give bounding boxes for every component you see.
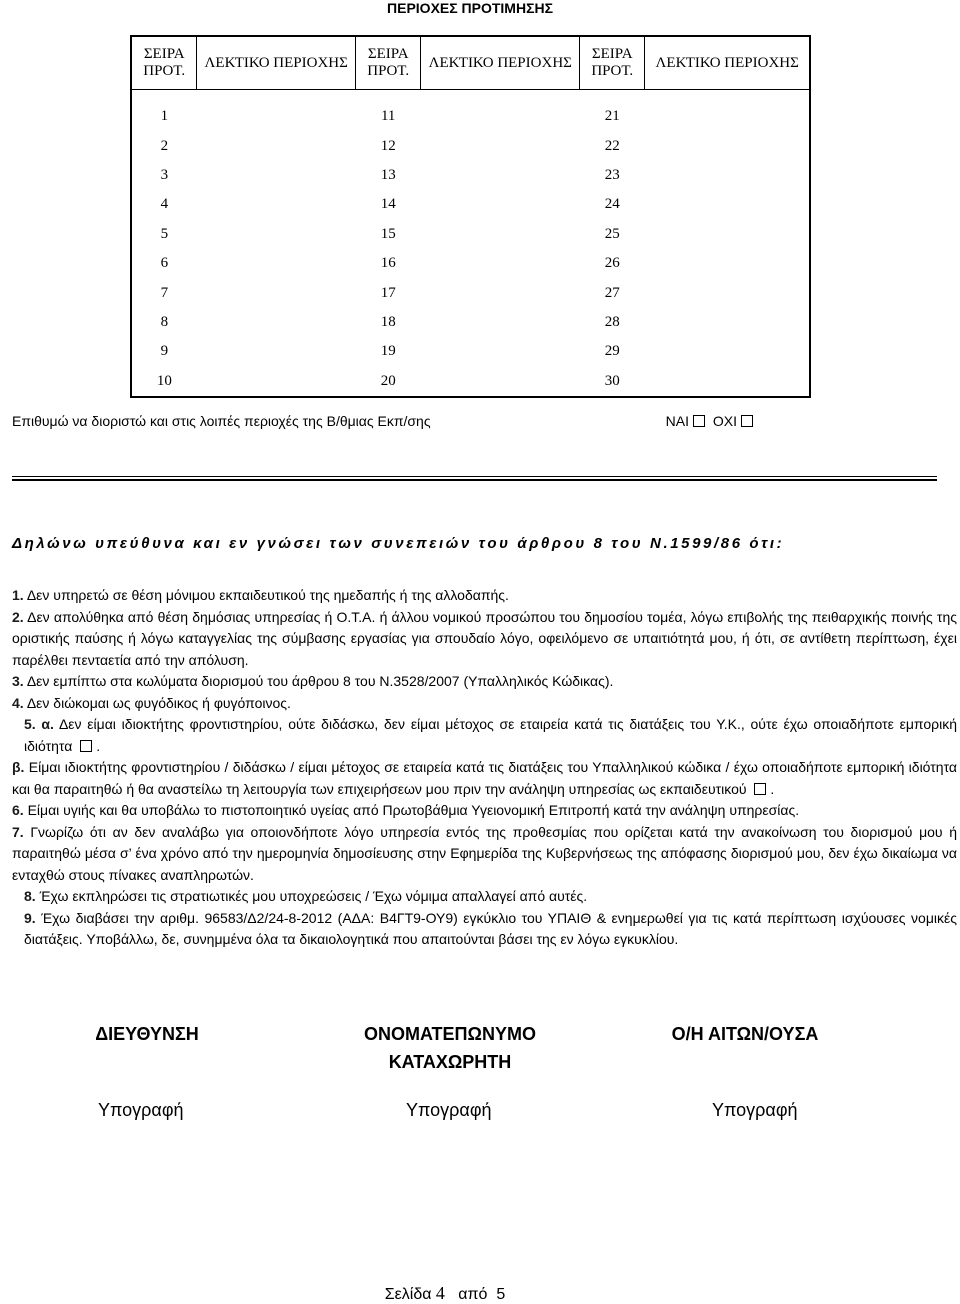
area-name-cell[interactable] — [421, 249, 580, 278]
page-number: 4 — [435, 1283, 445, 1303]
header-order-1: ΣΕΙΡΑ ΠΡΟΤ. — [131, 36, 197, 90]
signature-line-3: Υπογραφή — [712, 1100, 798, 1120]
wish-text: Επιθυμώ να διοριστώ και στις λοιπές περιοχές της Β/θμιας Εκπ/σης — [12, 413, 431, 429]
order-cell: 2 — [160, 137, 169, 154]
order-cell: 18 — [380, 313, 396, 330]
table-row — [131, 308, 810, 337]
order-cell: 3 — [160, 166, 169, 183]
table-row — [131, 249, 810, 278]
order-cell: 28 — [604, 313, 620, 330]
area-name-cell[interactable] — [421, 161, 580, 190]
no-checkbox[interactable] — [741, 415, 753, 427]
area-name-cell[interactable] — [197, 161, 356, 190]
order-cell: 29 — [604, 343, 620, 360]
declaration-items — [12, 585, 957, 951]
order-cell: 1 — [160, 108, 169, 125]
no-label: ΟΧΙ — [712, 413, 737, 429]
page-title: ΠΕΡΙΟΧΕΣ ΠΡΟΤΙΜΗΣΗΣ — [387, 0, 553, 16]
table-row — [131, 220, 810, 249]
order-cell: 6 — [160, 255, 169, 272]
area-name-cell[interactable] — [421, 131, 580, 160]
table-body — [131, 102, 810, 397]
declaration-heading: Δηλώνω υπεύθυνα και εν γνώσει των συνεπειών του άρθρου 8 του Ν.1599/86 ότι: — [12, 535, 785, 552]
signature-registrar-title: ΟΝΟΜΑΤΕΠΩΝΥΜΟ ΚΑΤΑΧΩΡΗΤΗ — [364, 1024, 536, 1072]
table-row — [131, 161, 810, 190]
item-5b-checkbox[interactable] — [754, 783, 766, 795]
yes-label: ΝΑΙ — [665, 413, 689, 429]
table-row — [131, 278, 810, 307]
order-cell: 9 — [160, 343, 169, 360]
table-row — [131, 190, 810, 219]
signature-address-title: ΔΙΕΥΘΥΝΣΗ — [95, 1024, 199, 1044]
item-5a-checkbox[interactable] — [80, 740, 92, 752]
yes-checkbox[interactable] — [693, 415, 705, 427]
order-cell: 8 — [160, 313, 169, 330]
item-3: 3. Δεν εμπίπτω στα κωλύματα διορισμού του άρθρου 8 του Ν.3528/2007 (Υπαλληλικός Κώδικας). — [12, 673, 614, 689]
area-name-cell[interactable] — [645, 278, 810, 307]
order-cell: 24 — [604, 196, 620, 213]
signature-line-2: Υπογραφή — [406, 1100, 492, 1120]
order-cell: 10 — [156, 372, 172, 389]
order-cell: 13 — [380, 166, 396, 183]
order-cell: 11 — [380, 108, 396, 125]
order-cell: 23 — [604, 166, 620, 183]
area-name-cell[interactable] — [645, 337, 810, 366]
header-text-2: ΛΕΚΤΙΚΟ ΠΕΡΙΟΧΗΣ — [421, 36, 580, 90]
preference-table — [130, 35, 811, 398]
header-text-1: ΛΕΚΤΙΚΟ ΠΕΡΙΟΧΗΣ — [197, 36, 356, 90]
area-name-cell[interactable] — [645, 102, 810, 131]
table-row — [131, 131, 810, 160]
item-5b: β. Είμαι ιδιοκτήτης φροντιστηρίου / διδάσκω / είμαι μέτοχος σε εταιρεία κατά τις διατάξεις του Υπαλληλικού κώδικα / έχω οποιαδήποτε εμπορική ιδιότητα και θα παραιτηθώ ή θα αναστείλω τη λειτουργία των επιχειρήσεων μου πριν την ανάληψη υπηρεσίας ως εκπαιδευτικού . — [12, 759, 958, 797]
area-name-cell[interactable] — [421, 278, 580, 307]
area-name-cell[interactable] — [197, 337, 356, 366]
divider-thin — [12, 476, 937, 477]
signature-applicant-title: Ο/Η ΑΙΤΩΝ/ΟΥΣΑ — [671, 1024, 819, 1044]
wish-row — [12, 413, 957, 429]
area-name-cell[interactable] — [197, 190, 356, 219]
header-text-3: ΛΕΚΤΙΚΟ ΠΕΡΙΟΧΗΣ — [645, 36, 810, 90]
item-5a: 5. α. Δεν είμαι ιδιοκτήτης φροντιστηρίου, ούτε διδάσκω, δεν είμαι μέτοχος σε εταιρεία κατά τις διατάξεις του Υ.Κ., ούτε έχω οποιαδήποτε εμπορική ιδιότητα . — [24, 716, 957, 754]
area-name-cell[interactable] — [645, 249, 810, 278]
header-order-2: ΣΕΙΡΑ ΠΡΟΤ. — [356, 36, 421, 90]
area-name-cell[interactable] — [645, 161, 810, 190]
area-name-cell[interactable] — [645, 131, 810, 160]
table-header-row — [131, 36, 810, 90]
area-name-cell[interactable] — [421, 367, 580, 397]
order-cell: 14 — [380, 196, 396, 213]
order-cell: 21 — [604, 108, 620, 125]
area-name-cell[interactable] — [421, 190, 580, 219]
table-row — [131, 102, 810, 131]
area-name-cell[interactable] — [197, 278, 356, 307]
yes-no-options — [666, 413, 757, 429]
area-name-cell[interactable] — [645, 220, 810, 249]
order-cell: 22 — [604, 137, 620, 154]
page-footer: Σελίδα 4 από 5 — [384, 1283, 506, 1303]
area-name-cell[interactable] — [421, 337, 580, 366]
divider-thick — [12, 479, 937, 481]
item-6: 6. Είμαι υγιής και θα υποβάλω το πιστοποιητικό υγείας από Πρωτοβάθμια Υγειονομική Επιτροπή κατά την ανάληψη υπηρεσίας. — [12, 802, 800, 818]
order-cell: 4 — [160, 196, 169, 213]
area-name-cell[interactable] — [197, 249, 356, 278]
order-cell: 7 — [160, 284, 169, 301]
table-row — [131, 367, 810, 397]
order-cell: 15 — [380, 225, 396, 242]
area-name-cell[interactable] — [197, 220, 356, 249]
order-cell: 12 — [380, 137, 396, 154]
area-name-cell[interactable] — [197, 308, 356, 337]
header-order-3: ΣΕΙΡΑ ΠΡΟΤ. — [580, 36, 645, 90]
order-cell: 17 — [380, 284, 396, 301]
order-cell: 20 — [380, 372, 396, 389]
table-row — [131, 337, 810, 366]
area-name-cell[interactable] — [197, 367, 356, 397]
area-name-cell[interactable] — [645, 367, 810, 397]
item-2: 2. Δεν απολύθηκα από θέση δημόσιας υπηρεσίας ή Ο.Τ.Α. ή άλλου νομικού προσώπου του δημοσίου τομέα, λόγω επιβολής της πειθαρχικής ποινής της οριστικής παύσης ή λόγω καταγγελίας της σύμβασης εργασίας για σπουδαίο λόγο, οφειλόμενο σε υπαιτιότητά μου, ή ότι, σε αντίθετη περίπτωση, έχει παρέλθει πενταετία από την απόλυση. — [12, 608, 957, 668]
order-cell: 25 — [604, 225, 620, 242]
order-cell: 19 — [380, 343, 396, 360]
area-name-cell[interactable] — [197, 131, 356, 160]
area-name-cell[interactable] — [421, 220, 580, 249]
item-4: 4. Δεν διώκομαι ως φυγόδικος ή φυγόποινος. — [12, 694, 291, 711]
area-name-cell[interactable] — [421, 102, 580, 131]
area-name-cell[interactable] — [197, 102, 356, 131]
signature-line-1: Υπογραφή — [98, 1100, 184, 1120]
area-name-cell[interactable] — [421, 308, 580, 337]
order-cell: 26 — [604, 255, 620, 272]
item-9: 9. Έχω διαβάσει την αριθμ. 96583/Δ2/24-8-2012 (ΑΔΑ: Β4ΓΤ9-ΟΥ9) εγκύκλιο του ΥΠΑΙΘ & ενημερωθεί για τις κατά περίπτωση ισχύουσες νομικές διατάξεις. Υποβάλλω, δε, συνημμένα όλα τα δικαιολογητικά που απαιτούνται βάσει της εν λόγω εγκυκλίου. — [24, 909, 958, 947]
order-cell: 27 — [604, 284, 620, 301]
order-cell: 30 — [604, 372, 620, 389]
order-cell: 16 — [380, 255, 396, 272]
item-1: 1. Δεν υπηρετώ σε θέση μόνιμου εκπαιδευτικού της ημεδαπής ή της αλλοδαπής. — [12, 587, 509, 603]
page-total: 5 — [496, 1286, 506, 1303]
area-name-cell[interactable] — [645, 190, 810, 219]
order-cell: 5 — [160, 225, 169, 242]
area-name-cell[interactable] — [645, 308, 810, 337]
item-7: 7. Γνωρίζω ότι αν δεν αναλάβω για οποιονδήποτε λόγο υπηρεσία εντός της προθεσμίας που ορίζεται κατά την ανακοίνωση του διορισμού μου ή παραιτηθώ μέσα σ’ ένα χρόνο από την ημερομηνία δημοσίευσης στην Εφημερίδα της Κυβερνήσεως της απόφασης διορισμού μου, δεν έχω δικαίωμα να ενταχθώ στους πίνακες αναπληρωτών. — [12, 823, 957, 883]
item-8: 8. Έχω εκπληρώσει τις στρατιωτικές μου υποχρεώσεις / Έχω νόμιμα απαλλαγεί από αυτές. — [24, 888, 588, 904]
